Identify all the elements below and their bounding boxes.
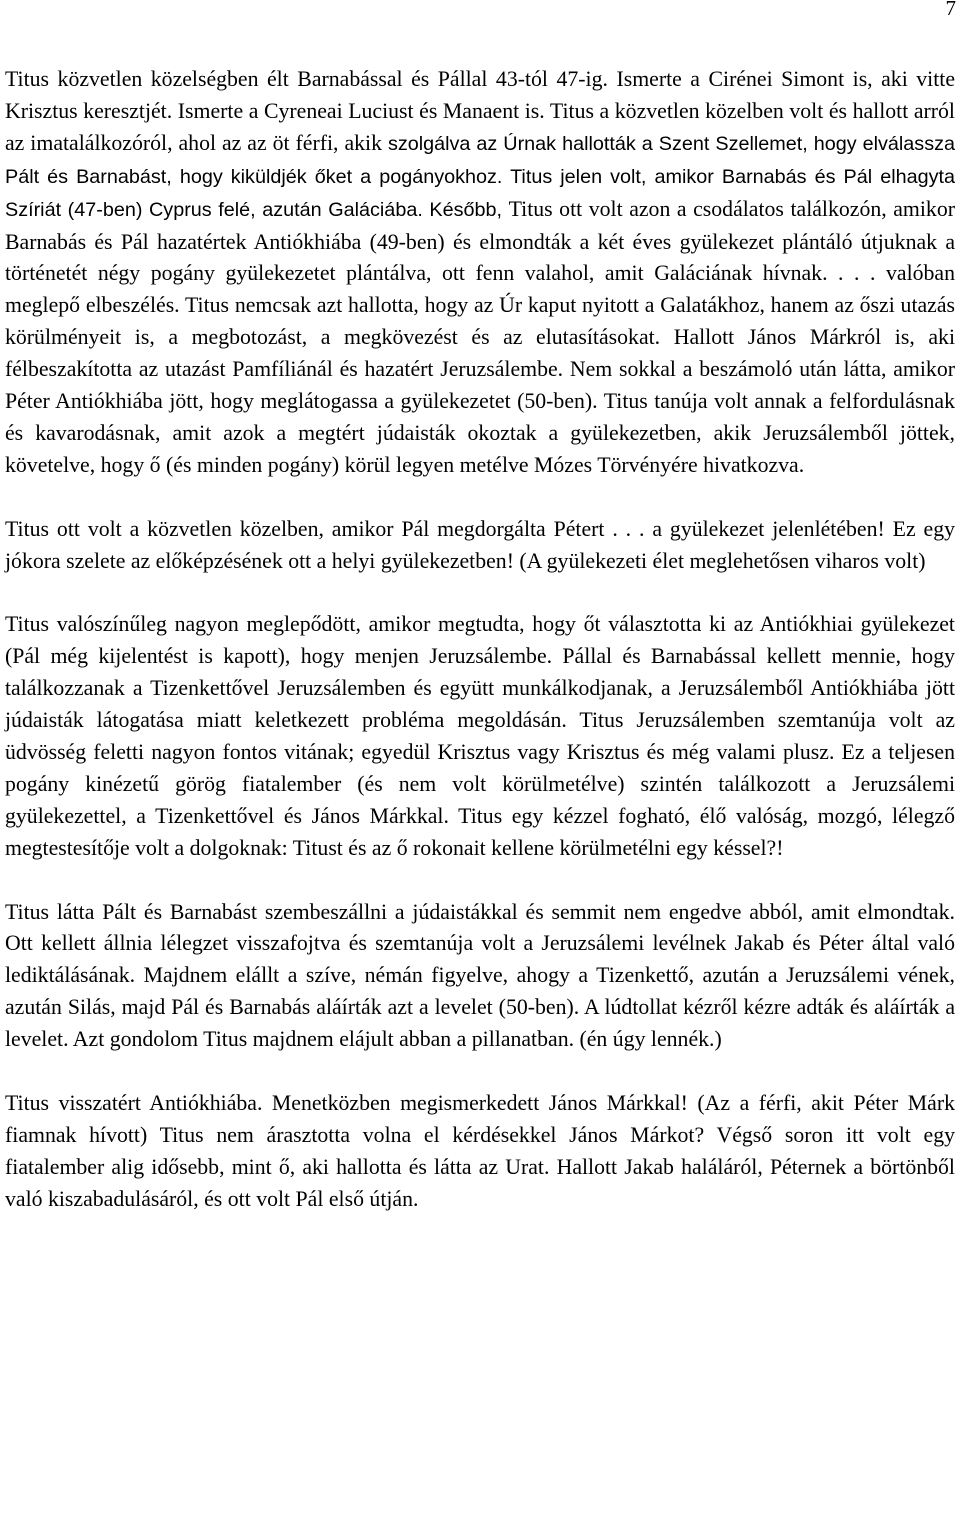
paragraph-3-segment-1: Titus valószínűleg nagyon meglepődött, amikor megtudta, hogy őt választotta ki az Antiókhiai gyülekezet (Pál még kijelentést is kapott), hogy menjen Jeruzsálembe. Pállal és Barnabással kellett mennie, hogy találkozzanak a Tizenkettővel Jeruzsálemben és együtt munkálkodjanak, a Jeruzsálemből Antiókhiába jött júdaisták látogatása miatt keletkezett probléma megoldásán. Titus Jeruzsálemben szemtanúja volt az üdvösség feletti nagyon fontos vitának; egyedül Krisztus vagy Krisztus és még valami plusz. Ez a teljesen pogány kinézetű görög fiatalember (és nem volt körülmetélve) szintén találkozott a Jeruzsálemi gyülekezettel, a Tizenkettővel és János Márkkal. Titus egy kézzel fogható, élő valóság, mozgó, lélegző megtestesítője volt a dolgoknak: Titust és az ő rokonait kellene körülmetélni egy késsel?! — [5, 612, 955, 860]
paragraph-3 — [5, 609, 955, 864]
paragraph-1-segment-3: Titus ott volt azon a csodálatos találkozón, amikor Barnabás és Pál hazatértek Antiókhiába (49-ben) és elmondták a két éves gyülekezet plántáló útjuknak a történetét négy pogány gyülekezetet plántálva, ott fenn valahol, amit Galáciának hívnak. . . . valóban meglepő elbeszélés. Titus nemcsak azt hallotta, hogy az Úr kaput nyitott a Galatákhoz, hanem az őszi utazás körülményeit is, a megbotozást, a megkövezést és az elutasításokat. Hallott János Márkról is, aki félbeszakította az utazást Pamfíliánál és hazatért Jeruzsálembe. Nem sokkal a beszámoló után látta, amikor Péter Antiókhiába jött, hogy meglátogassa a gyülekezetet (50-ben). Titus tanúja volt annak a felfordulásnak és kavarodásnak, amit azok a megtért júdaisták okoztak a gyülekezetben, akik Jeruzsálemből jöttek, követelve, hogy ő (és minden pogány) körül legyen metélve Mózes Törvényére hivatkozva. — [5, 196, 955, 477]
paragraph-1-segment-1: Titus közvetlen közelségben élt Barnabással és Pállal 43-tól 47-ig. Ismerte a Cirénei Simont is, aki vitte Krisztus keresztjét. Ismerte a Cyreneai Luciust és Manaent is. Titus a közvetlen közelben volt és hallott arról az imatalálkozóról, ahol az az öt férfi, akik — [5, 67, 955, 155]
page-number: 7 — [945, 0, 956, 20]
document-body — [5, 64, 955, 1216]
paragraph-5 — [5, 1088, 955, 1216]
paragraph-4 — [5, 897, 955, 1057]
paragraph-2 — [5, 514, 955, 578]
paragraph-5-segment-1: Titus visszatért Antiókhiába. Menetközben megismerkedett János Márkkal! (Az a férfi, akit Péter Márk fiamnak hívott) Titus nem árasztotta volna el kérdésekkel János Márkot? Végső soron itt volt egy fiatalember alig idősebb, mint ő, aki hallotta és látta az Urat. Hallott Jakab haláláról, Péternek a börtönből való kiszabadulásáról, és ott volt Pál első útján. — [5, 1090, 955, 1211]
paragraph-2-segment-1: Titus ott volt a közvetlen közelben, amikor Pál megdorgálta Pétert . . . a gyülekezet jelenlétében! Ez egy jókora szelete az előképzésének ott a helyi gyülekezetben! (A gyülekezeti élet meglehetősen viharos volt) — [5, 516, 955, 573]
paragraph-4-segment-1: Titus látta Pált és Barnabást szembeszállni a júdaistákkal és semmit nem engedve abból, amit elmondtak. Ott kellett állnia lélegzet visszafojtva és szemtanúja volt a Jeruzsálemi levélnek Jakab és Péter által való lediktálásának. Majdnem elállt a szíve, némán figyelve, ahogy a Tizenkettő, azután a Jeruzsálemi vének, azután Silás, majd Pál és Barnabás aláírták azt a levelet (50-ben). A lúdtollat kézről kézre adták és aláírták a levelet. Azt gondolom Titus majdnem elájult abban a pillanatban. (én úgy lennék.) — [5, 899, 955, 1052]
paragraph-1-segment-2: szolgálva az Úrnak hallották a Szent Szellemet, hogy elválassza Pált és Barnabást, hogy kiküldjék őket a pogányokhoz. Titus jelen volt, amikor Barnabás és Pál elhagyta Szíriát (47-ben) Cyprus felé, azután Galáciába. Később, — [5, 132, 955, 221]
paragraph-1 — [5, 64, 955, 482]
